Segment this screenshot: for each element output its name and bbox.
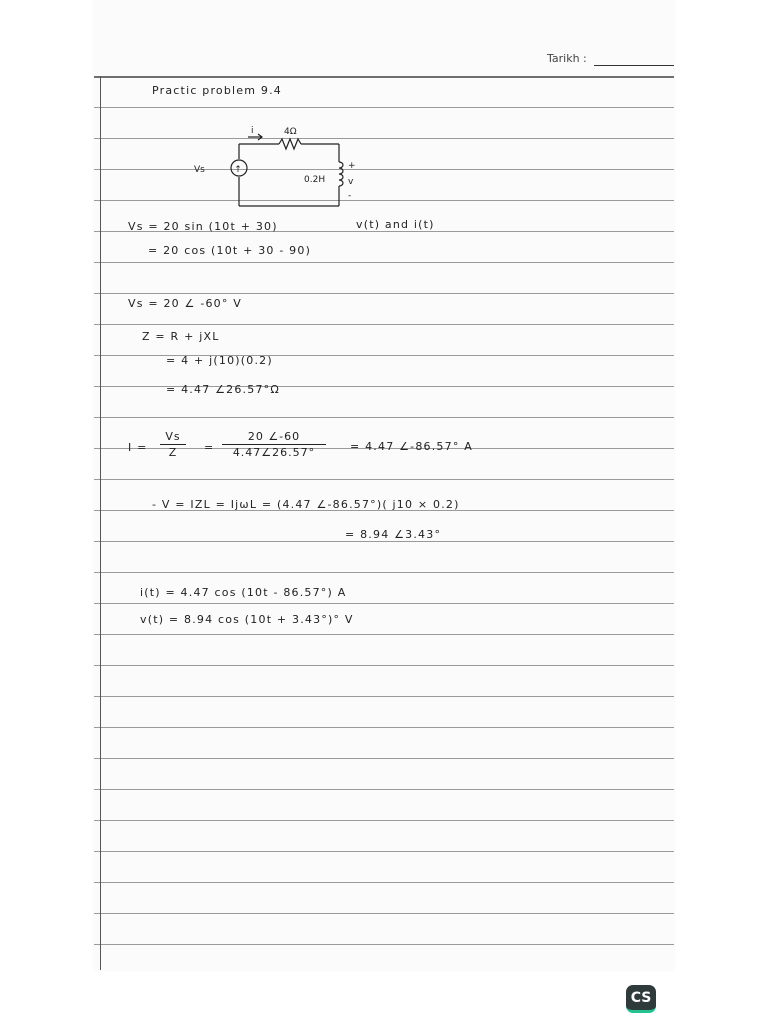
ruled-line [94,324,674,325]
voltage-result: = 8.94 ∠3.43° [345,528,442,541]
ruled-line [94,758,674,759]
ruled-line [94,572,674,573]
source-label: Vs [194,165,205,175]
ruled-line [94,820,674,821]
fraction-phasor [222,430,326,459]
vs-cos-line: = 20 cos (10t + 30 - 90) [148,244,312,257]
ruled-line [94,200,674,201]
problem-title: Practic problem 9.4 [152,84,282,97]
resistor-icon [279,139,301,149]
fraction-numerator: Vs [165,430,181,443]
ruled-line [94,138,674,139]
fraction-numerator: 20 ∠-60 [247,430,301,443]
ruled-line [94,944,674,945]
find-line: v(t) and i(t) [356,218,435,231]
resistor-label: 4Ω [284,127,297,137]
inductor-icon [339,162,343,186]
fraction-denominator: 4.47∠26.57° [232,446,316,459]
ruled-line [94,634,674,635]
current-label: i [251,126,254,136]
ruled-line [94,417,674,418]
ruled-line [94,541,674,542]
impedance-line-3: = 4.47 ∠26.57°Ω [166,383,280,396]
ruled-line [94,913,674,914]
notebook-page [94,0,674,970]
ruled-line [94,789,674,790]
inductor-label: 0.2H [304,175,326,185]
plus-label: + [348,161,356,171]
current-result: = 4.47 ∠-86.57° A [350,440,473,453]
ruled-line [94,107,674,108]
ruled-line [94,603,674,604]
minus-label: - [348,191,352,201]
fraction-vs-over-z [160,430,186,459]
fraction-denominator: Z [168,446,178,459]
voltage-label: v [348,177,354,187]
date-underline [594,65,674,66]
margin-line [100,76,101,970]
phasor-line: Vs = 20 ∠ -60° V [128,297,243,310]
voltage-line: - V = IZL = IjωL = (4.47 ∠-86.57°)( j10 × 0.2) [152,498,460,511]
ruled-line [94,727,674,728]
voltage-time-domain: v(t) = 8.94 cos (10t + 3.43°)° V [140,613,354,626]
ruled-line [94,665,674,666]
current-equals: = [204,441,215,454]
circuit-diagram [194,122,384,212]
svg-text:↑: ↑ [234,165,242,175]
ruled-line [94,696,674,697]
impedance-line-1: Z = R + jXL [142,330,220,343]
vs-sin-line: Vs = 20 sin (10t + 30) [128,220,278,233]
ruled-line [94,293,674,294]
ruled-line [94,882,674,883]
current-time-domain: i(t) = 4.47 cos (10t - 86.57°) A [140,586,347,599]
camscanner-logo: CS [626,985,656,1013]
ruled-line [94,851,674,852]
current-lhs: I = [128,441,148,454]
ruled-line [94,169,674,170]
date-label: Tarikh : [547,52,587,65]
ruled-line [94,262,674,263]
impedance-line-2: = 4 + j(10)(0.2) [166,354,273,367]
ruled-line [94,76,674,78]
ruled-line [94,479,674,480]
